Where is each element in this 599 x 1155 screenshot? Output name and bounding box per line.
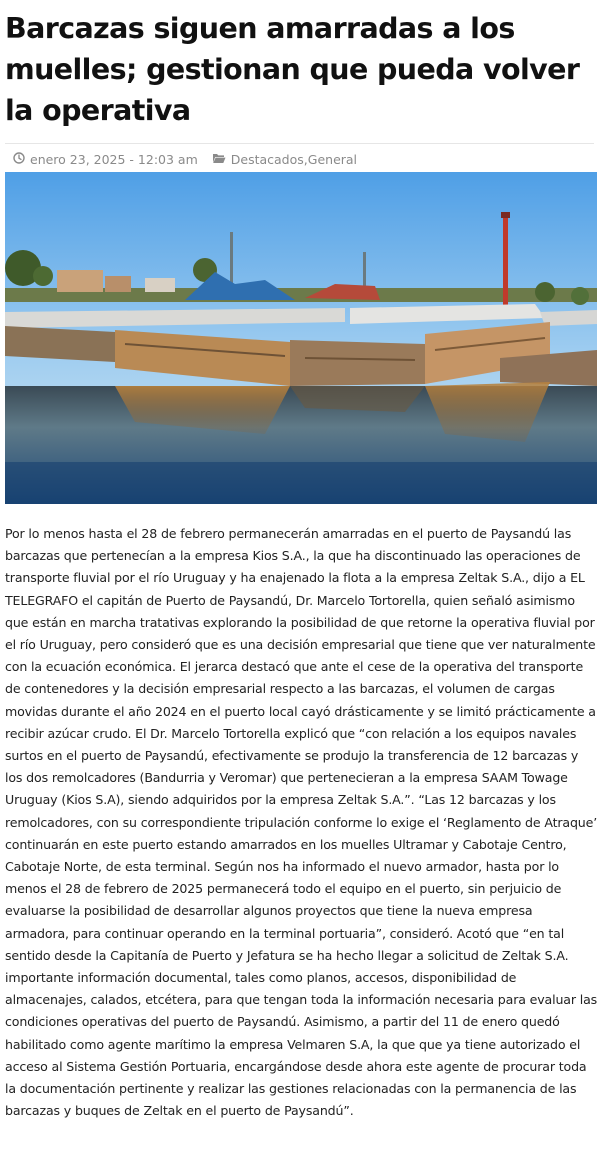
article-paragraph: Por lo menos hasta el 28 de febrero permanecerán amarradas en el puerto de Paysandú las barcazas que pertenecían a la empresa Kios S.A., la que ha discontinuado las operaciones de transporte fluvial por el río Uruguay y ha enajenado la flota a la empresa Zeltak S.A., dijo a EL TELEGRAFO el capitán de Puerto de Paysandú, Dr. Marcelo Tortorella, quien señaló asimismo que están en marcha tratativas explorando la posibilidad de que retorne la operativa fluvial por el río Uruguay, pero consideró que es una decisión empresarial que tiene que ver naturalmente con la ecuación económica. El jerarca destacó que ante el cese de la operativa del transporte de contenedores y la decisión empresarial respecto a las barcazas, el volumen de cargas movidas durante el año 2024 en el puerto local cayó drásticamente y se limitó prácticamente a recibir azúcar crudo. El Dr. Marcelo Tortorella explicó que “con relación a los equipos navales surtos en el puerto de Paysandú, efectivamente se produjo la transferencia de 12 barcazas y los dos remolcadores (Bandurria y Veromar) que pertenecieran a la empresa SAAM Towage Uruguay (Kios S.A), siendo adquiridos por la empresa Zeltak S.A.”. “Las 12 barcazas y los remolcadores, con su correspondiente tripulación conforme lo exige el ‘Reglamento de Atraque’ continuarán en este puerto estando amarrados en los muelles Ultramar y Cabotaje Centro, Cabotaje Norte, de esta terminal. Según nos ha informado el nuevo armador, hasta por lo menos el 28 de febrero de 2025 permanecerá todo el equipo en el puerto, sin perjuicio de evaluarse la posibilidad de desarrollar algunos proyectos que tiene la nueva empresa armadora, para continuar operando en la terminal portuaria”, consideró. Acotó que “en tal sentido desde la Capitanía de Puerto y Jefatura se ha hecho llegar a solicitud de Zeltak S.A. importante información documental, tales como planos, accesos, disponibilidad de almacenajes, calados, etcétera, para que tengan toda la información necesaria para evaluar las condiciones operativas del puerto de Paysandú. Asimismo, a partir del 11 de enero quedó habilitado como agente marítimo la empresa Velmaren S.A, la que que ya tiene autorizado el acceso al Sistema Gestión Portuaria, encargándose desde ahora este agente de procurar toda la documentación pertinente y realizar las gestiones relacionadas con la permanencia de las barcazas y buques de Zeltak en el puerto de Paysandú”. <box>5 526 598 1119</box>
article-photo <box>5 172 597 504</box>
category-link-destacados[interactable]: Destacados <box>230 151 304 167</box>
clock-icon <box>13 152 25 167</box>
post-meta <box>5 143 594 175</box>
folder-icon <box>212 152 226 167</box>
category-link-general[interactable]: General <box>307 151 358 167</box>
post-date: enero 23, 2025 - 12:03 am <box>30 151 198 167</box>
article-body <box>5 523 599 1122</box>
article-title: Barcazas siguen amarradas a los muelles; gestionan que pueda volver la operativa <box>5 12 580 127</box>
category-separator: , <box>303 151 308 167</box>
